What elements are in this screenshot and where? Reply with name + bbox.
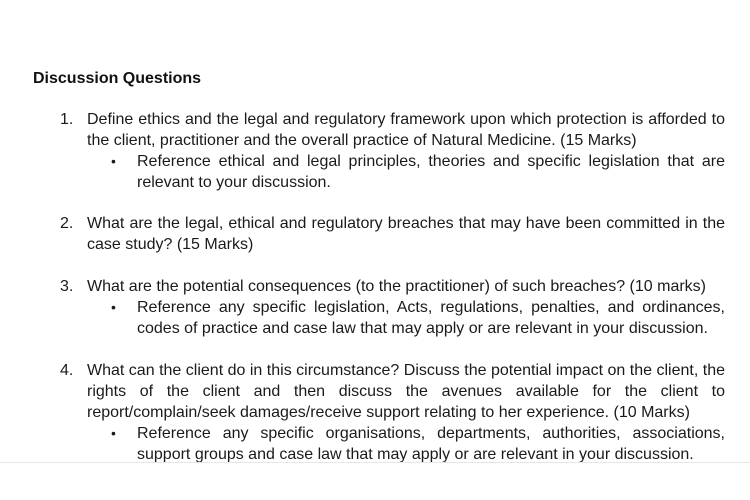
question-number: 2. [60, 215, 74, 232]
question-number: 1. [60, 111, 74, 128]
section-heading: Discussion Questions [33, 70, 202, 87]
question-number: 4. [60, 362, 74, 379]
question-bullet [111, 423, 725, 462]
question-text: What can the client do in this circumstance? Discuss the potential impact on the client, the rights of the client and then discuss the avenues available for the client to report/complain/seek damages/receive support relating to her experience. (10 Marks) [87, 362, 725, 421]
page-divider [0, 462, 750, 463]
question-1 [60, 109, 725, 193]
bullet-text: Reference any specific legislation, Acts, regulations, penalties, and ordinances, codes of practice and case law that may apply or are relevant in your discussion. [137, 299, 725, 337]
question-bullet [111, 297, 725, 339]
question-text: What are the potential consequences (to the practitioner) of such breaches? (10 marks) [87, 278, 706, 295]
question-2 [60, 213, 725, 255]
bullet-icon: • [111, 153, 116, 169]
bullet-icon: • [111, 299, 116, 315]
question-bullet [111, 151, 725, 193]
question-4 [60, 360, 725, 462]
question-text: What are the legal, ethical and regulatory breaches that may have been committed in the case study? (15 Marks) [87, 215, 725, 253]
bullet-icon: • [111, 425, 116, 441]
question-text: Define ethics and the legal and regulatory framework upon which protection is afforded to the client, practitioner and the overall practice of Natural Medicine. (15 Marks) [87, 111, 725, 149]
question-3 [60, 276, 725, 339]
bullet-text: Reference ethical and legal principles, theories and specific legislation that are relevant to your discussion. [137, 153, 725, 191]
question-number: 3. [60, 278, 74, 295]
bullet-text: Reference any specific organisations, departments, authorities, associations, support groups and case law that may apply or are relevant in your discussion. [137, 425, 725, 462]
